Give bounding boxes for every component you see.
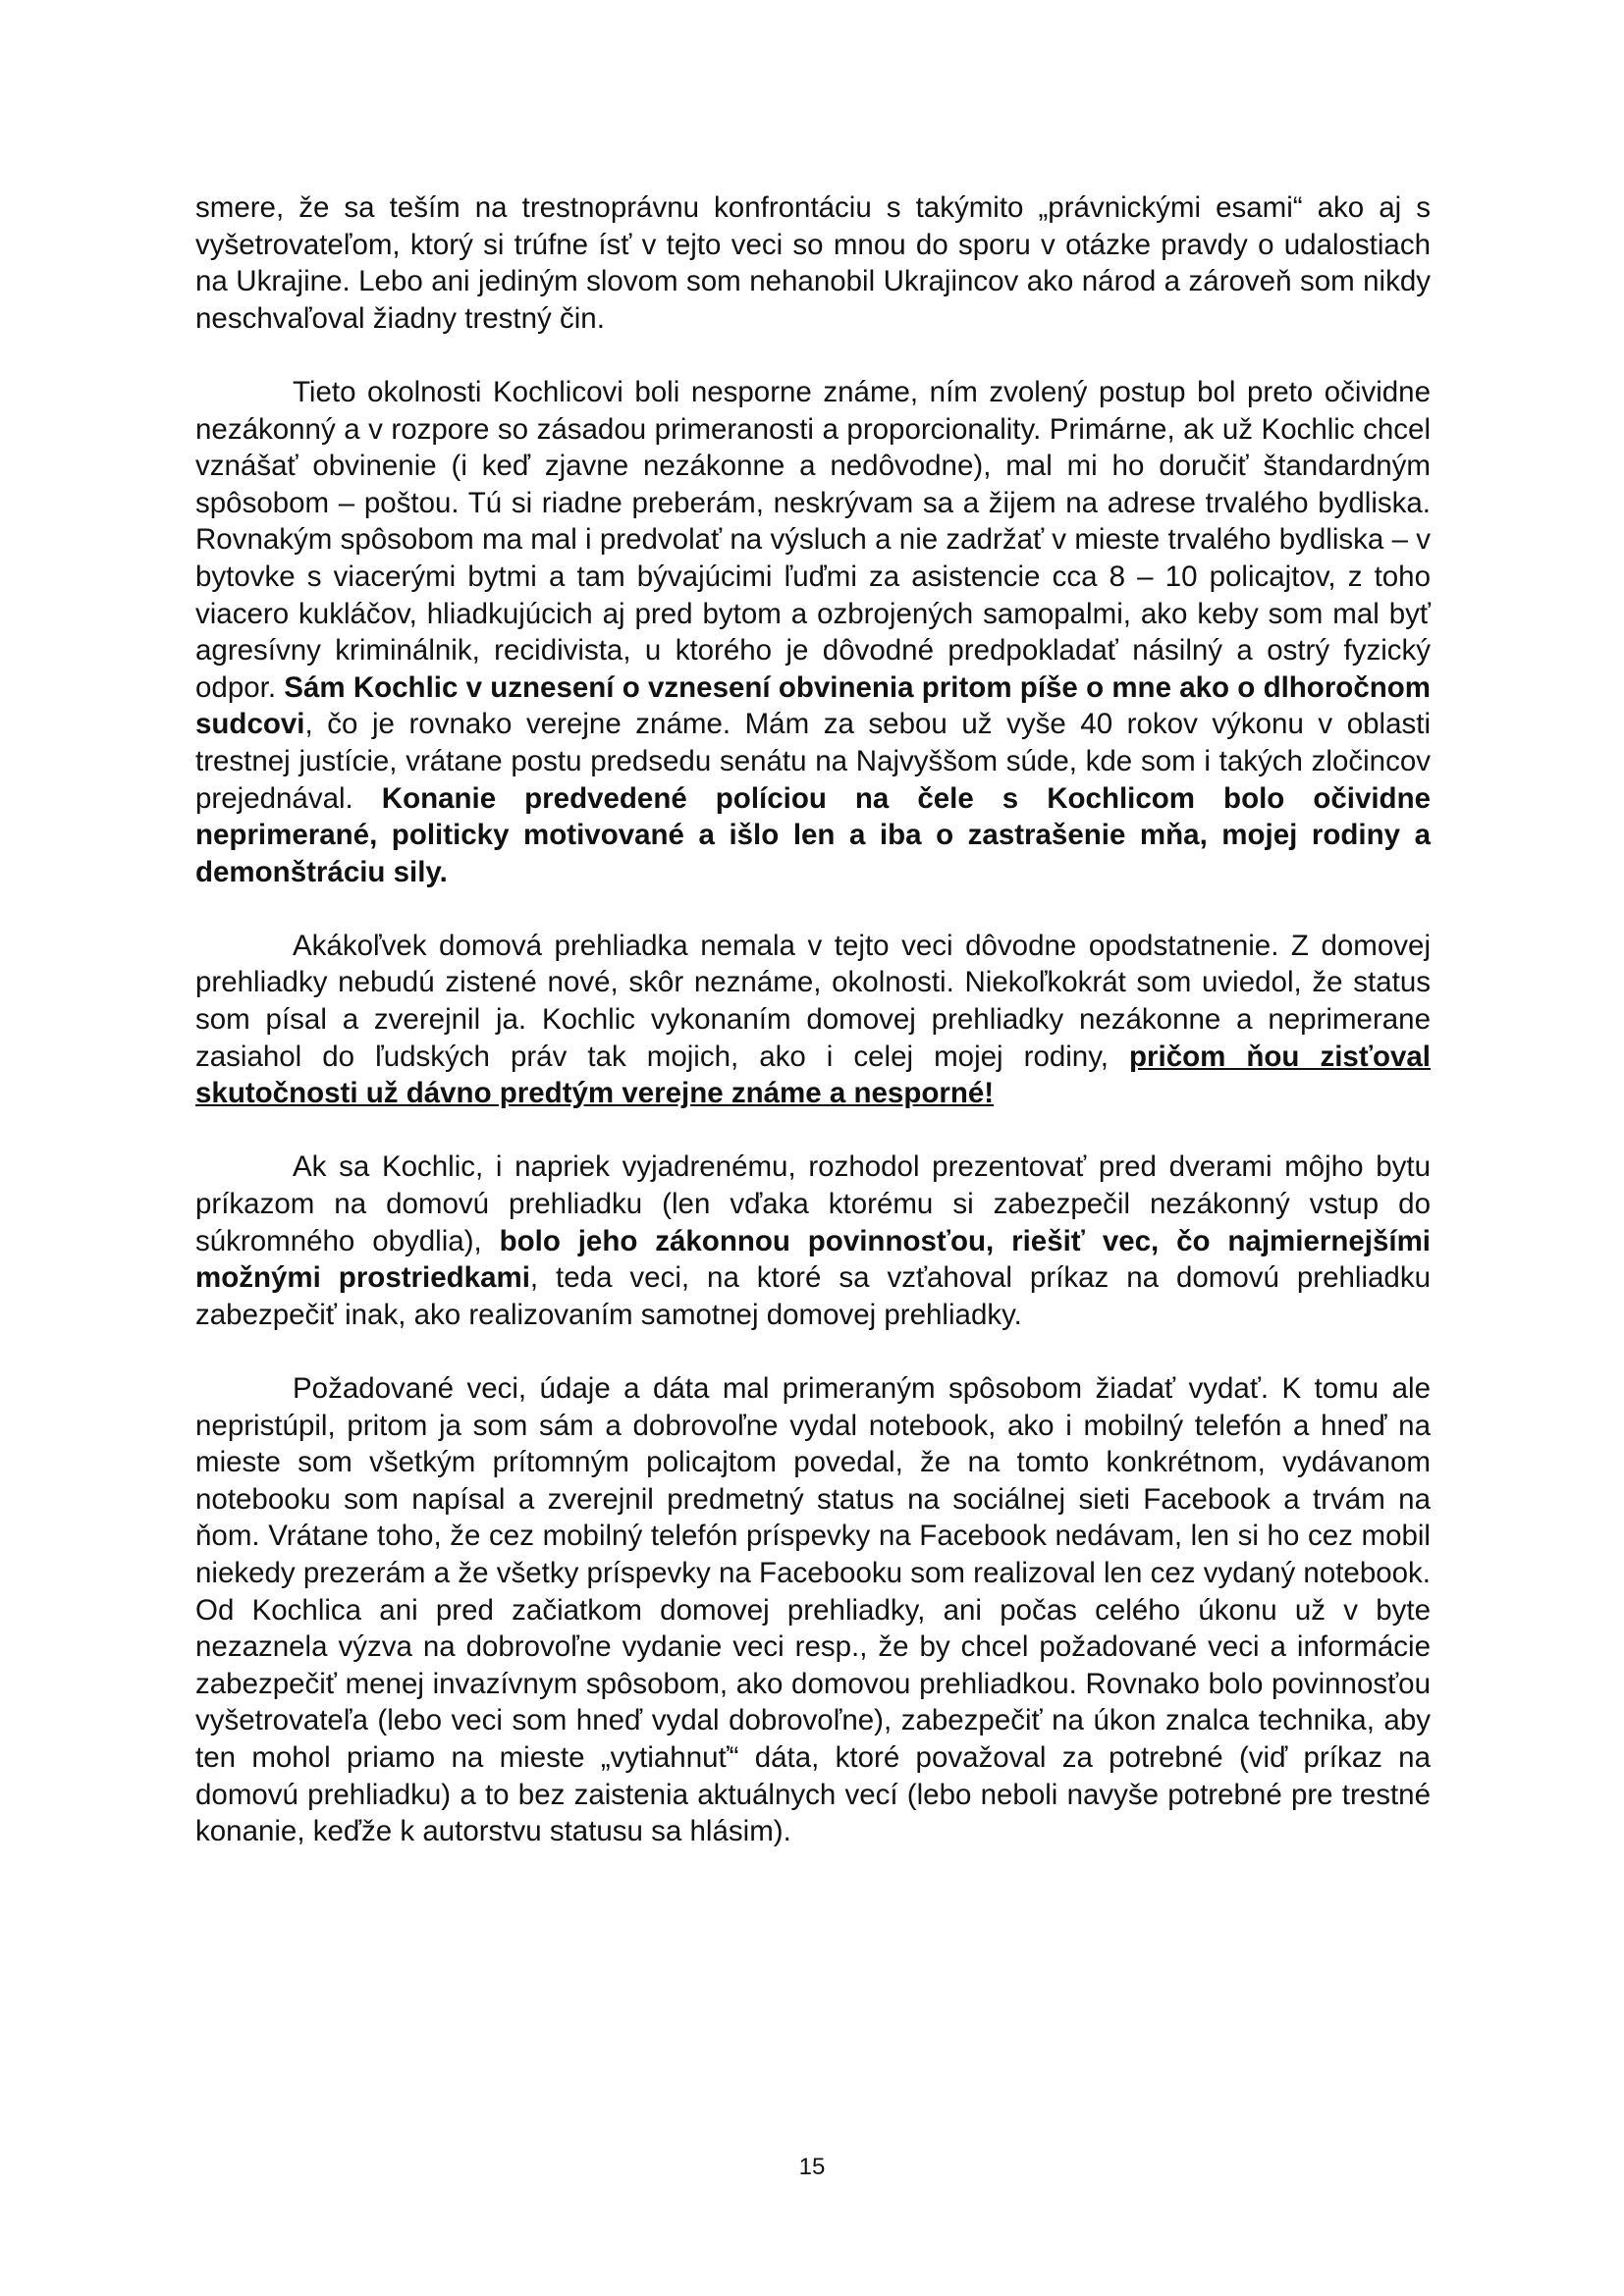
- page-number: 15: [798, 2154, 826, 2180]
- paragraph-text: Ak sa Kochlic, i napriek vyjadrenému, rozhodol prezentovať pred dverami môjho bytu príkazom na domovú prehliadku (len vďaka ktorému si zabezpečil nezákonný vstup do súkromného obydlia),: [195, 1150, 1431, 1257]
- bold-text: Sám Kochlic v uznesení o vznesení obvinenia pritom píše o mne ako o dlhoročnom sudcovi: [195, 670, 1431, 741]
- paragraph-2: [195, 374, 1431, 890]
- paragraph-text: Akákoľvek domová prehliadka nemala v tejto veci dôvodne opodstatnenie. Z domovej prehliadky nebudú zistené nové, skôr neznáme, okolnosti. Niekoľkokrát som uviedol, že status som písal a zverejnil ja. Kochlic vykonaním domovej prehliadky nezákonne a neprimerane zasiahol do ľudských práv tak mojich, ako i celej mojej rodiny,: [195, 929, 1431, 1073]
- paragraph-text: , čo je rovnako verejne známe. Mám za sebou už vyše 40 rokov výkonu v oblasti trestnej justície, vrátane postu predsedu senátu na Najvyššom súde, kde som i takých zločincov prejednával.: [195, 708, 1431, 815]
- document-body: [195, 189, 1431, 1887]
- bold-underlined-text: pričom ňou zisťoval skutočnosti už dávno predtým verejne známe a nesporné!: [195, 1040, 1431, 1110]
- paragraph-text: Požadované veci, údaje a dáta mal primeraným spôsobom žiadať vydať. K tomu ale nepristúpil, pritom ja som sám a dobrovoľne vydal notebook, ako i mobilný telefón a hneď na mieste som všetkým prítomným policajtom povedal, že na tomto konkrétnom, vydávanom notebooku som napísal a zverejnil predmetný status na sociálnej sieti Facebook a trvám na ňom. Vrátane toho, že cez mobilný telefón príspevky na Facebook nedávam, len si ho cez mobil niekedy prezerám a že všetky príspevky na Facebooku som realizoval len cez vydaný notebook. Od Kochlica ani pred začiatkom domovej prehliadky, ani počas celého úkonu už v byte nezaznela výzva na dobrovoľne vydanie veci resp., že by chcel požadované veci a informácie zabezpečiť menej invazívnym spôsobom, ako domovou prehliadkou. Rovnako bolo povinnosťou vyšetrovateľa (lebo veci som hneď vydal dobrovoľne), zabezpečiť na úkon znalca technika, aby ten mohol priamo na mieste „vytiahnuť“ dáta, ktoré považoval za potrebné (viď príkaz na domovú prehliadku) a to bez zaistenia aktuálnych vecí (lebo neboli navyše potrebné pre trestné konanie, keďže k autorstvu statusu sa hlásim).: [195, 1372, 1431, 1848]
- paragraph-3: [195, 928, 1431, 1112]
- paragraph-text: Tieto okolnosti Kochlicovi boli nesporne známe, ním zvolený postup bol preto očividne nezákonný a v rozpore so zásadou primeranosti a proporcionality. Primárne, ak už Kochlic chcel vznášať obvinenie (i keď zjavne nezákonne a nedôvodne), mal mi ho doručiť štandardným spôsobom – poštou. Tú si riadne preberám, neskrývam sa a žijem na adrese trvalého bydliska. Rovnakým spôsobom ma mal i predvolať na výsluch a nie zadržať v mieste trvalého bydliska – v bytovke s viacerými bytmi a tam bývajúcimi ľuďmi za asistencie cca 8 – 10 policajtov, z toho viacero kukláčov, hliadkujúcich aj pred bytom a ozbrojených samopalmi, ako keby som mal byť agresívny kriminálnik, recidivista, u ktorého je dôvodné predpokladať násilný a ostrý fyzický odpor.: [195, 375, 1431, 704]
- paragraph-text: , teda veci, na ktoré sa vzťahoval príkaz na domovú prehliadku zabezpečiť inak, ako realizovaním samotnej domovej prehliadky.: [195, 1261, 1431, 1331]
- bold-text: Konanie predvedené políciou na čele s Kochlicom bolo očividne neprimerané, politicky motivované a išlo len a iba o zastrašenie mňa, mojej rodiny a demonštráciu sily.: [195, 781, 1431, 888]
- paragraph-text: smere, že sa teším na trestnoprávnu konfrontáciu s takýmito „právnickými esami“ ako aj s vyšetrovateľom, ktorý si trúfne ísť v tejto veci so mnou do sporu v otázke pravdy o udalostiach na Ukrajine. Lebo ani jediným slovom som nehanobil Ukrajincov ako národ a zároveň som nikdy neschvaľoval žiadny trestný čin.: [195, 191, 1431, 335]
- paragraph-1: [195, 189, 1431, 337]
- paragraph-5: [195, 1370, 1431, 1850]
- bold-text: bolo jeho zákonnou povinnosťou, riešiť vec, čo najmiernejšími možnými prostriedkami: [195, 1224, 1431, 1295]
- paragraph-4: [195, 1148, 1431, 1333]
